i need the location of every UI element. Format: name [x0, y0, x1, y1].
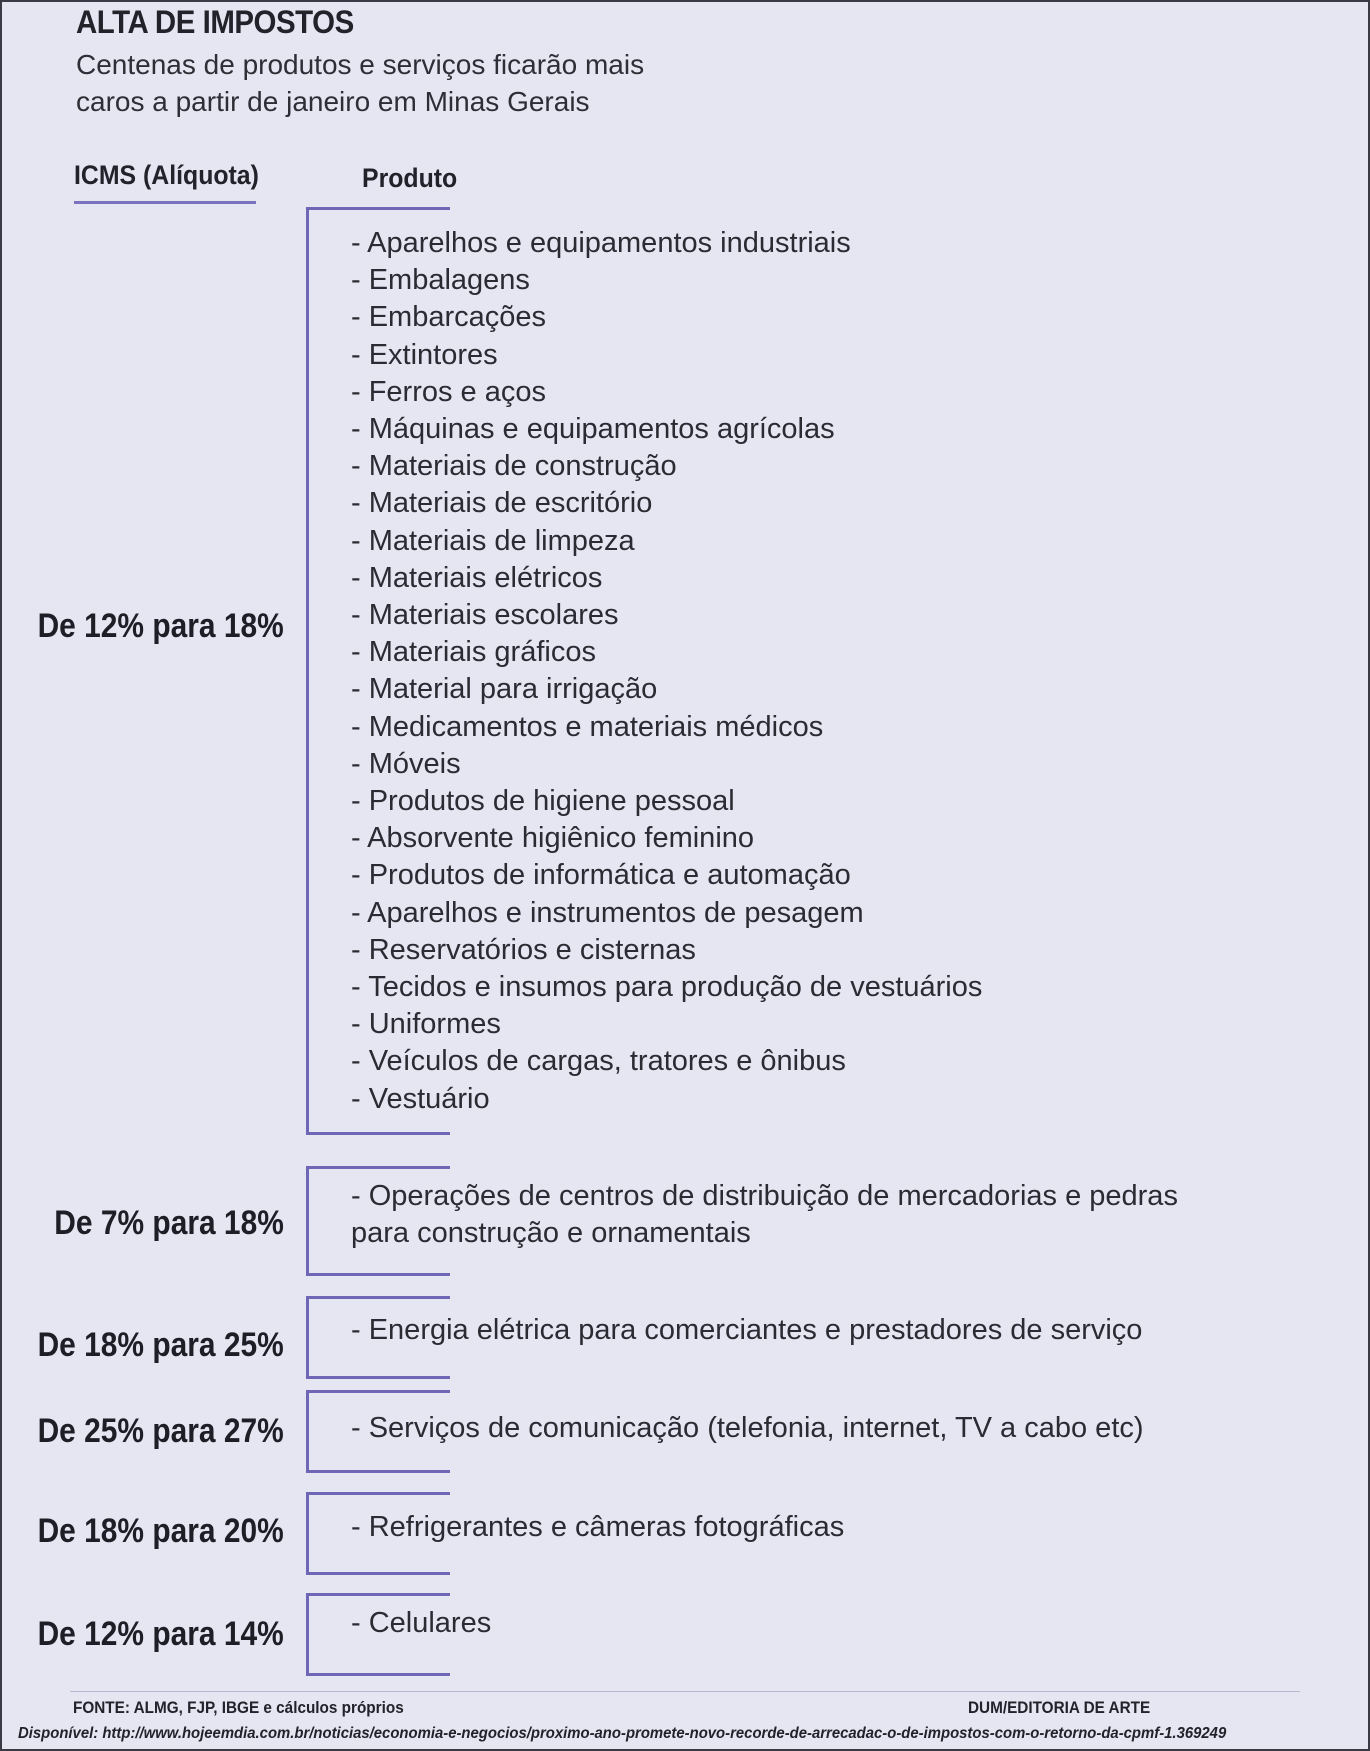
rate-group — [0, 1166, 1370, 1276]
rate-group — [0, 1390, 1370, 1473]
subtitle-line-1: Centenas de produtos e serviços ficarão mais — [76, 49, 645, 80]
product-item: - Móveis — [351, 747, 461, 780]
product-item: - Aparelhos e instrumentos de pesagem — [351, 896, 864, 929]
product-item: - Reservatórios e cisternas — [351, 933, 696, 966]
page-subtitle — [76, 46, 776, 120]
product-item: - Máquinas e equipamentos agrícolas — [351, 413, 835, 446]
product-list — [351, 1312, 1142, 1349]
column-header-product: Produto — [362, 163, 458, 193]
product-item: - Produtos de higiene pessoal — [351, 785, 735, 818]
product-item: - Energia elétrica para comerciantes e prestadores de serviço — [351, 1314, 1143, 1346]
rate-group — [0, 1593, 1370, 1676]
product-item: - Medicamentos e materiais médicos — [351, 710, 824, 743]
rate-change-label: De 18% para 20% — [37, 1512, 284, 1550]
product-list — [351, 225, 982, 1118]
product-item: - Materiais de construção — [351, 450, 677, 483]
column-header-rate: ICMS (Alíquota) — [74, 160, 259, 190]
product-item: - Aparelhos e equipamentos industriais — [351, 227, 851, 259]
footer-divider — [70, 1691, 1300, 1692]
product-list — [351, 1178, 1181, 1252]
subtitle-line-2: caros a partir de janeiro em Minas Gerais — [76, 86, 590, 117]
product-item: - Vestuário — [351, 1082, 490, 1115]
product-list — [351, 1509, 844, 1546]
source-url: Disponível: http://www.hojeemdia.com.br/noticias/economia-e-negocios/proximo-ano-promete-novo-recorde-de-arrecadac-o-de-impostos-com-o-retorno-da-cpmf-1.369249 — [18, 1725, 1227, 1742]
product-item: - Materiais gráficos — [351, 636, 596, 669]
rate-change-label: De 7% para 18% — [54, 1204, 284, 1242]
product-item: - Materiais de limpeza — [351, 524, 635, 557]
product-item: - Material para irrigação — [351, 673, 658, 706]
rate-group — [0, 1492, 1370, 1575]
product-item: - Embarcações — [351, 301, 547, 334]
product-item: - Tecidos e insumos para produção de vestuários — [351, 971, 983, 1004]
product-item: - Operações de centros de distribuição de mercadorias e pedras para construção e ornamentais — [351, 1180, 1178, 1250]
product-list — [351, 1605, 491, 1642]
page-title: ALTA DE IMPOSTOS — [76, 4, 354, 40]
product-item: - Veículos de cargas, tratores e ônibus — [351, 1045, 846, 1078]
rate-change-label: De 18% para 25% — [37, 1326, 284, 1364]
product-item: - Serviços de comunicação (telefonia, internet, TV a cabo etc) — [351, 1412, 1144, 1444]
product-item: - Absorvente higiênico feminino — [351, 822, 755, 855]
product-item: - Uniformes — [351, 1008, 501, 1041]
product-item: - Extintores — [351, 338, 498, 371]
rate-change-label: De 25% para 27% — [37, 1412, 284, 1450]
product-item: - Celulares — [351, 1607, 492, 1639]
product-list — [351, 1410, 1144, 1447]
rate-group — [0, 1296, 1370, 1379]
rate-change-label: De 12% para 18% — [37, 607, 284, 645]
product-item: - Materiais elétricos — [351, 561, 603, 594]
footer-credit: DUM/EDITORIA DE ARTE — [968, 1698, 1151, 1717]
rate-change-label: De 12% para 14% — [37, 1615, 284, 1653]
product-item: - Produtos de informática e automação — [351, 859, 851, 892]
column-header-underline — [74, 201, 256, 204]
footer-source: FONTE: ALMG, FJP, IBGE e cálculos próprios — [73, 1698, 404, 1717]
product-item: - Embalagens — [351, 264, 530, 297]
product-item: - Ferros e aços — [351, 375, 546, 408]
product-item: - Materiais escolares — [351, 599, 619, 632]
product-item: - Refrigerantes e câmeras fotográficas — [351, 1511, 845, 1543]
product-item: - Materiais de escritório — [351, 487, 653, 520]
rate-group — [0, 207, 1370, 1135]
